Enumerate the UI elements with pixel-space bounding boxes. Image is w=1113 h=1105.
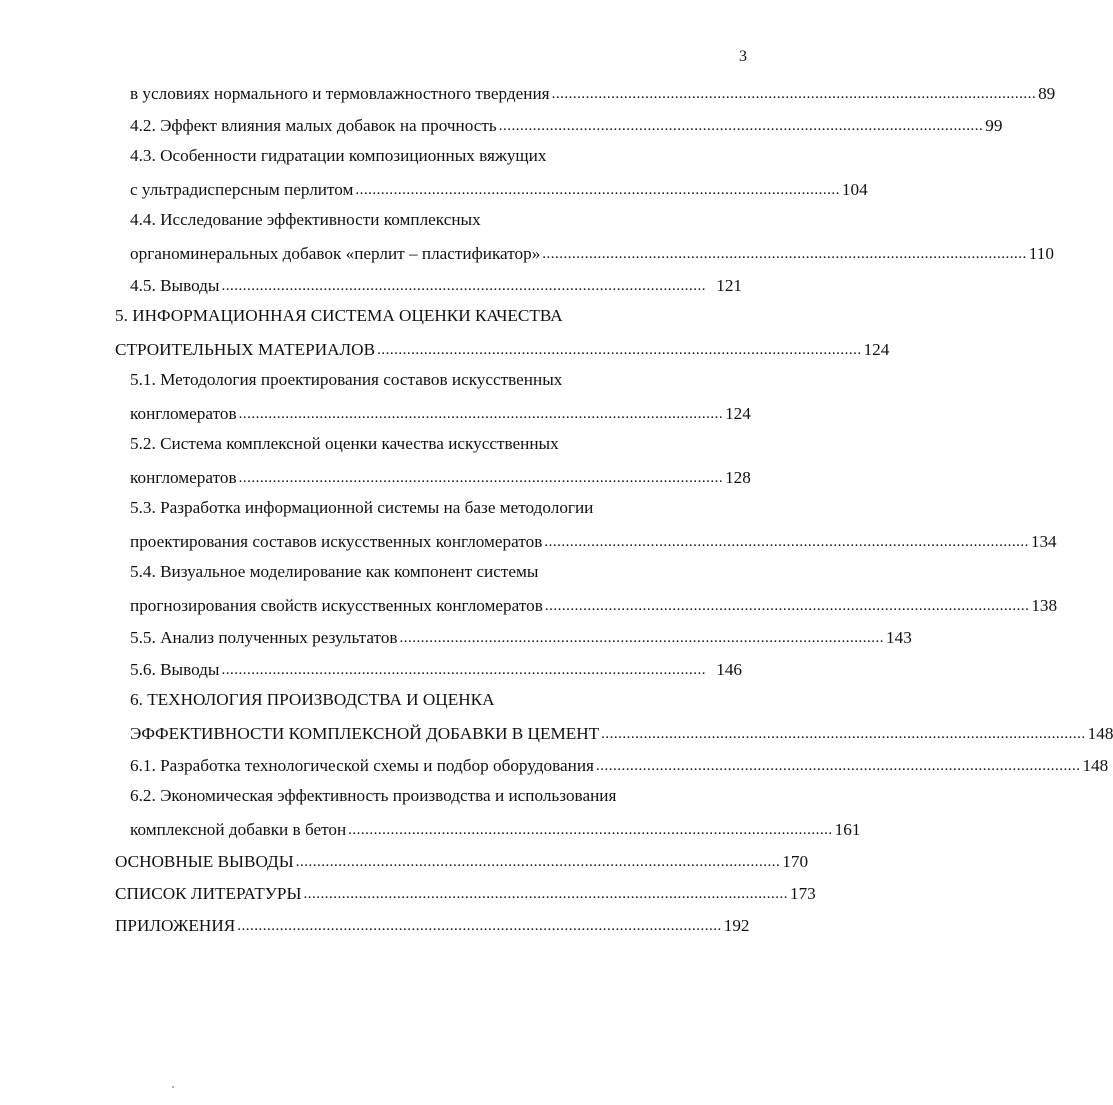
toc-entry-title: 5.1. Методология проектирования составов искусственных (130, 370, 563, 389)
toc-entry (130, 104, 1003, 135)
toc-entry-page: 89 (1038, 83, 1056, 103)
leader-dots: .................................................................................................................. (498, 118, 984, 134)
toc-entry-continued (130, 776, 616, 806)
toc-chapter-heading (115, 296, 563, 326)
toc-entry-title: 5.4. Визуальное моделирование как компонент системы (130, 562, 539, 581)
leader-dots: .................................................................................................................. (238, 406, 724, 422)
leader-dots: .................................................................................................................. (355, 182, 840, 198)
toc-entry-title: 6.2. Экономическая эффективность производства и использования (130, 786, 617, 805)
toc-entry (130, 392, 751, 423)
leader-dots: .................................................................................................................. (601, 726, 1086, 742)
toc-entry (130, 584, 1058, 615)
toc-entry (115, 328, 890, 359)
toc-entry-page: 128 (725, 467, 751, 487)
leader-dots: .................................................................................................................. (377, 342, 862, 358)
toc-entry (130, 616, 912, 647)
toc-entry-title: СПИСОК ЛИТЕРАТУРЫ (115, 883, 302, 903)
toc-entry-title: 6.1. Разработка технологической схемы и подбор оборудования (130, 755, 594, 775)
leader-dots: .................................................................................................................. (221, 278, 706, 294)
toc-entry (130, 744, 1109, 775)
toc-entry-page: 148 (1082, 755, 1109, 775)
leader-dots: .................................................................................................................. (303, 886, 788, 902)
toc-entry (130, 456, 751, 487)
toc-entry-title: ПРИЛОЖЕНИЯ (115, 915, 236, 935)
toc-entry-title: 4.2. Эффект влияния малых добавок на прочность (130, 115, 497, 135)
toc-entry-page: 99 (985, 115, 1003, 135)
toc-entry-page: 121 (716, 275, 742, 295)
toc-entry-title: конгломератов (130, 467, 237, 487)
toc-entry-title: комплексной добавки в бетон (130, 819, 347, 839)
toc-entry-title: ОСНОВНЫЕ ВЫВОДЫ (115, 851, 294, 871)
toc-entry-title: 4.5. Выводы (130, 275, 220, 295)
toc-entry-title: проектирования составов искусственных конгломератов (130, 531, 543, 551)
toc-entry-page: 146 (716, 659, 742, 679)
toc-entry-page: 143 (886, 627, 912, 647)
toc-entry-title: 5.3. Разработка информационной системы на базе методологии (130, 498, 594, 517)
toc-entry-title: органоминеральных добавок «перлит – пластификатор» (130, 243, 541, 263)
toc-entry (115, 840, 809, 871)
leader-dots: .................................................................................................................. (237, 918, 722, 934)
toc-entry-title: 5.6. Выводы (130, 659, 220, 679)
toc-entry (130, 648, 742, 678)
toc-entry (115, 904, 750, 935)
toc-entry (130, 808, 861, 839)
toc-entry-page: 170 (782, 851, 809, 871)
toc-entry-title: прогнозирования свойств искусственных конгломератов (130, 595, 543, 615)
toc-entry (130, 72, 1056, 103)
toc-entry (115, 872, 816, 903)
toc-entry-continued (130, 360, 562, 390)
leader-dots: .................................................................................................................. (595, 758, 1081, 774)
toc-entry-page: 110 (1028, 243, 1054, 263)
toc-entry (130, 232, 1054, 263)
scan-speck (172, 1086, 174, 1088)
leader-dots: .................................................................................................................. (399, 630, 885, 646)
toc-entry-title: 5.2. Система комплексной оценки качества искусственных (130, 434, 559, 453)
page-number: 3 (739, 48, 747, 65)
toc-chapter-heading (130, 680, 494, 710)
toc-entry-title: с ультрадисперсным перлитом (130, 179, 354, 199)
toc-entry (130, 712, 1113, 743)
toc-entry-page: 124 (863, 339, 890, 359)
leader-dots: .................................................................................................................. (542, 246, 1027, 262)
leader-dots: .................................................................................................................. (544, 598, 1030, 614)
toc-entry-continued (130, 552, 538, 582)
toc-entry-title: 5. ИНФОРМАЦИОННАЯ СИСТЕМА ОЦЕНКИ КАЧЕСТВА (115, 306, 563, 325)
toc-entry-page: 161 (834, 819, 861, 839)
leader-dots: .................................................................................................................. (348, 822, 833, 838)
toc-entry-continued (130, 136, 546, 166)
toc-entry-title: 6. ТЕХНОЛОГИЯ ПРОИЗВОДСТВА И ОЦЕНКА (130, 690, 495, 709)
toc-entry-title: 5.5. Анализ полученных результатов (130, 627, 398, 647)
toc-entry-page: 192 (723, 915, 750, 935)
leader-dots: .................................................................................................................. (238, 470, 724, 486)
leader-dots: .................................................................................................................. (551, 86, 1037, 102)
toc-entry-continued (130, 424, 559, 454)
toc-entry-title: в условиях нормального и термовлажностного твердения (130, 83, 550, 103)
toc-entry-title: ЭФФЕКТИВНОСТИ КОМПЛЕКСНОЙ ДОБАВКИ В ЦЕМЕНТ (130, 723, 600, 743)
toc-entry-page: 124 (725, 403, 751, 423)
toc-entry-title: 4.4. Исследование эффективности комплексных (130, 210, 481, 229)
toc-entry-page: 173 (789, 883, 816, 903)
toc-entry-page: 138 (1031, 595, 1058, 615)
toc-entry-page: 148 (1087, 723, 1113, 743)
toc-entry (130, 168, 868, 199)
toc-entry-title: 4.3. Особенности гидратации композиционных вяжущих (130, 146, 547, 165)
toc-entry-continued (130, 488, 593, 518)
toc-entry (130, 520, 1057, 551)
toc-entry-page: 104 (841, 179, 868, 199)
leader-dots: .................................................................................................................. (544, 534, 1029, 550)
leader-dots: .................................................................................................................. (295, 854, 781, 870)
toc-entry-title: конгломератов (130, 403, 237, 423)
toc-entry-page: 134 (1030, 531, 1057, 551)
toc-entry (130, 264, 742, 294)
toc-entry-continued (130, 200, 481, 230)
toc-entry-title: СТРОИТЕЛЬНЫХ МАТЕРИАЛОВ (115, 339, 376, 359)
leader-dots: .................................................................................................................. (221, 662, 706, 678)
